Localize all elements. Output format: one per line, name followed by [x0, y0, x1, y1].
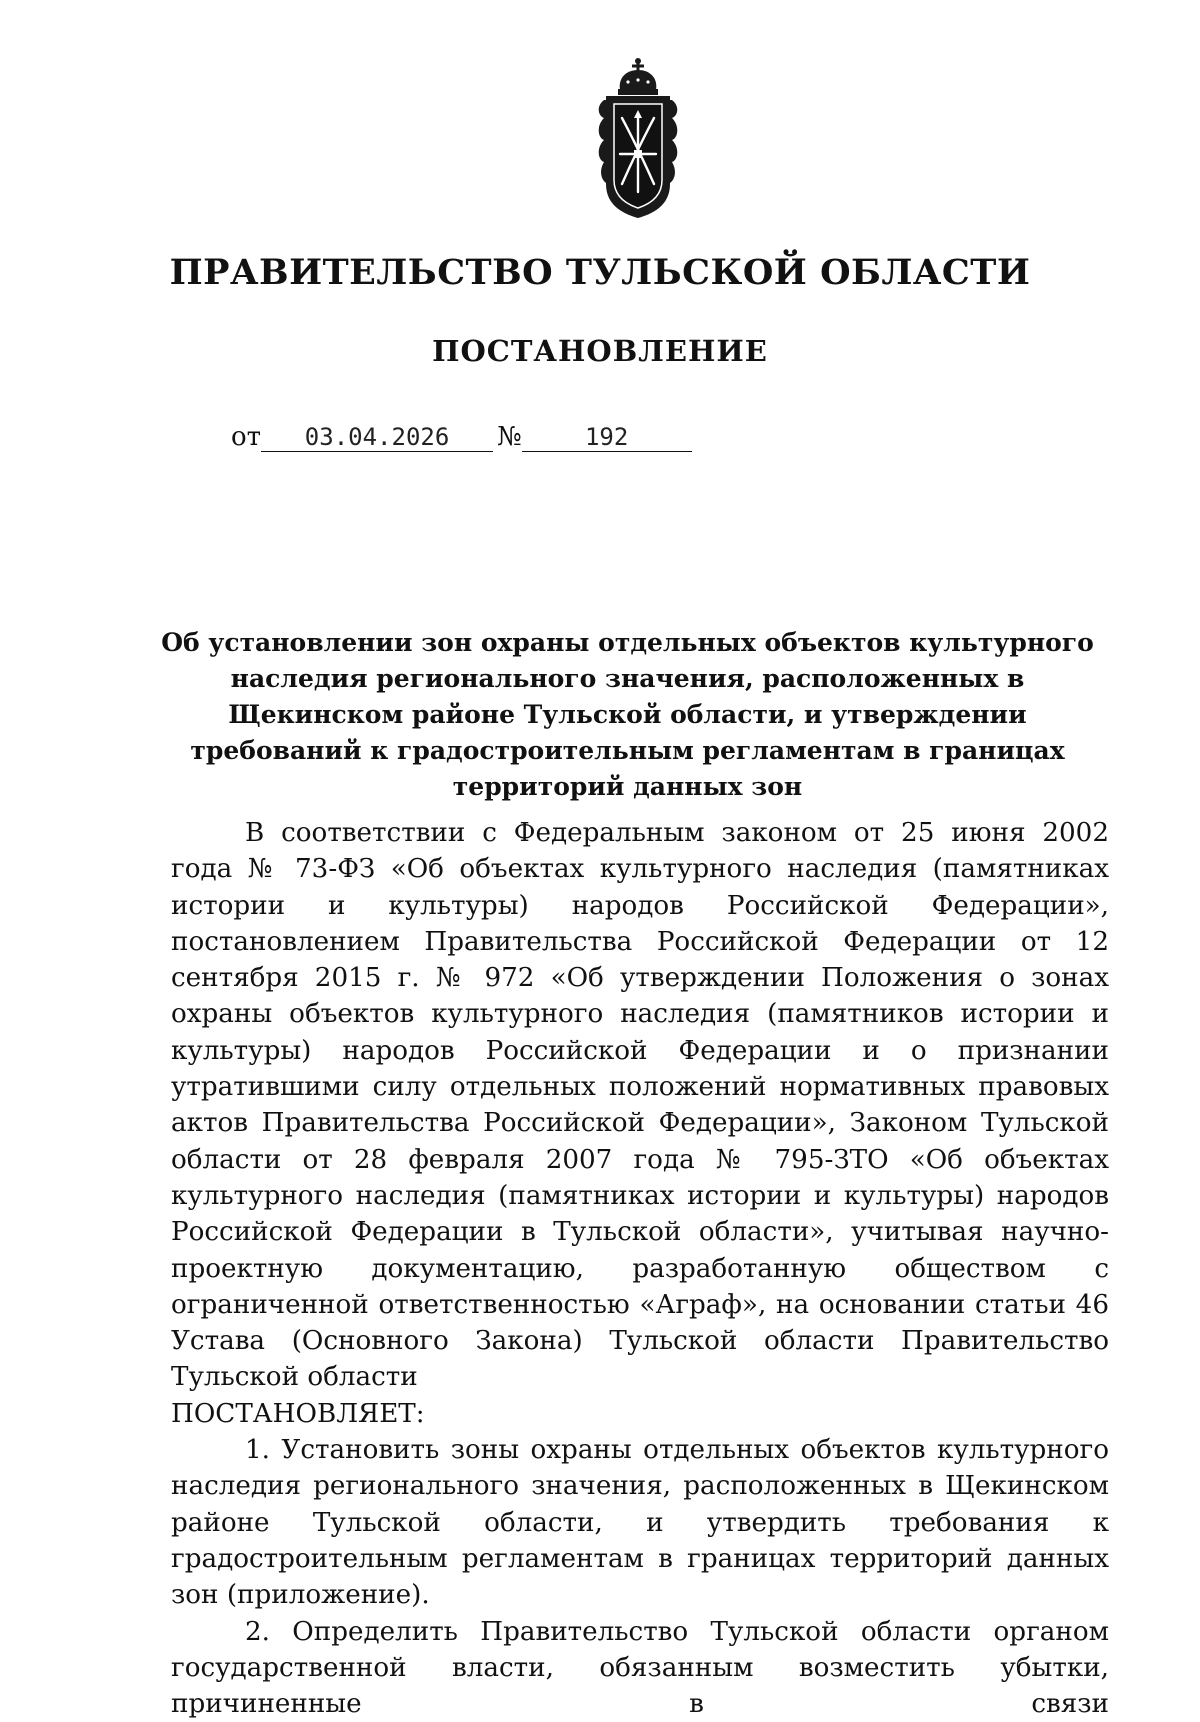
number-label: № — [497, 422, 522, 452]
document-meta-row — [231, 422, 692, 452]
organization-title: ПРАВИТЕЛЬСТВО ТУЛЬСКОЙ ОБЛАСТИ — [169, 252, 1031, 293]
document-date: 03.04.2026 — [261, 423, 493, 452]
document-type: ПОСТАНОВЛЕНИЕ — [432, 334, 768, 368]
item-1-paragraph: 1. Установить зоны охраны отдельных объектов культурного наследия регионального значения, расположенных в Щекинском районе Тульской области, и утвердить требования к градостроительным регламентам в границах территорий данных зон (приложение). — [171, 1435, 1109, 1611]
document-subject: Об установлении зон охраны отдельных объектов культурного наследия регионального значения, расположенных в Щекинском районе Тульской области, и утверждении требований к градостроительным регламентам в границах территорий данных зон — [161, 628, 1094, 801]
date-label: от — [231, 422, 262, 452]
item-2-paragraph: 2. Определить Правительство Тульской области органом государственной власти, обязанным возместить убытки, причиненные в связи — [171, 1616, 1109, 1720]
document-body — [171, 815, 1109, 1722]
tula-region-coat-of-arms-icon — [592, 56, 684, 218]
decree-word: ПОСТАНОВЛЯЕТ: — [171, 1398, 425, 1429]
document-number: 192 — [522, 423, 692, 452]
preamble-paragraph: В соответствии с Федеральным законом от 25 июня 2002 года № 73-ФЗ «Об объектах культурного наследия (памятниках истории и культуры) народов Российской Федерации», постановлением Правительства Российской Федерации от 12 сентября 2015 г. № 972 «Об утверждении Положения о зонах охраны объектов культурного наследия (памятников истории и культуры) народов Российской Федерации и о признании утратившими силу отдельных положений нормативных правовых актов Правительства Российской Федерации», Законом Тульской области от 28 февраля 2007 года № 795-ЗТО «Об объектах культурного наследия (памятниках истории и культуры) народов Российской Федерации в Тульской области», учитывая научно-проектную документацию, разработанную обществом с ограниченной ответственностью «Аграф», на основании статьи 46 Устава (Основного Закона) Тульской области Правительство Тульской области — [171, 818, 1109, 1393]
